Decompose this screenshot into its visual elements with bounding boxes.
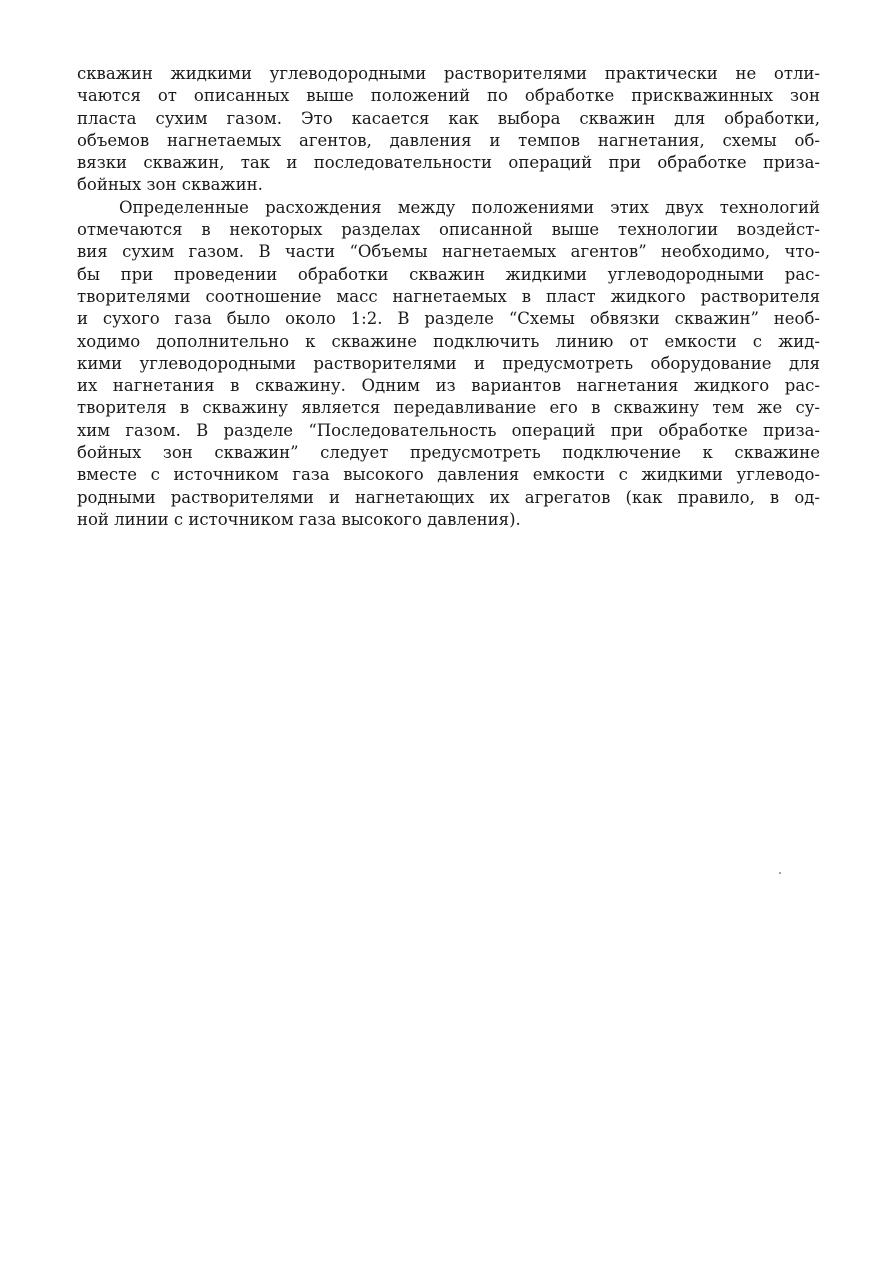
paragraph-2	[77, 197, 820, 531]
text-line: ходимо дополнительно к скважине подключить линию от емкости с жид-	[77, 331, 820, 351]
text-line: чаются от описанных выше положений по обработке прискважинных зон	[77, 86, 820, 106]
body-text	[77, 63, 820, 531]
text-line: Определенные расхождения между положениями этих двух технологий	[119, 197, 820, 217]
text-line: хим газом. В разделе “Последовательность операций при обработке приза-	[77, 420, 820, 440]
text-line: отмечаются в некоторых разделах описанной выше технологии воздейст-	[77, 220, 820, 240]
text-line: вия сухим газом. В части “Объемы нагнетаемых агентов” необходимо, что-	[77, 242, 820, 262]
paragraph-1	[77, 63, 820, 197]
text-line: ной линии с источником газа высокого давления).	[77, 509, 521, 529]
text-line: бы при проведении обработки скважин жидкими углеводородными рас-	[77, 264, 820, 284]
text-line: скважин жидкими углеводородными растворителями практически не отли-	[77, 64, 820, 83]
text-line: творителями соотношение масс нагнетаемых в пласт жидкого растворителя	[77, 286, 820, 306]
text-line: вместе с источником газа высокого давления емкости с жидкими углеводо-	[77, 465, 820, 485]
text-line: бойных зон скважин” следует предусмотреть подключение к скважине	[77, 443, 820, 463]
scan-speck	[779, 872, 781, 874]
text-line: творителя в скважину является передавливание его в скважину тем же су-	[77, 398, 820, 418]
text-line: кими углеводородными растворителями и предусмотреть оборудование для	[77, 353, 820, 373]
text-line: объемов нагнетаемых агентов, давления и темпов нагнетания, схемы об-	[77, 130, 820, 150]
text-line: бойных зон скважин.	[77, 175, 263, 195]
text-line: их нагнетания в скважину. Одним из вариантов нагнетания жидкого рас-	[77, 376, 820, 396]
text-line: пласта сухим газом. Это касается как выбора скважин для обработки,	[77, 108, 820, 128]
text-line: вязки скважин, так и последовательности операций при обработке приза-	[77, 153, 820, 173]
text-line: и сухого газа было около 1:2. В разделе “Схемы обвязки скважин” необ-	[77, 309, 820, 329]
text-line: родными растворителями и нагнетающих их агрегатов (как правило, в од-	[77, 487, 820, 507]
